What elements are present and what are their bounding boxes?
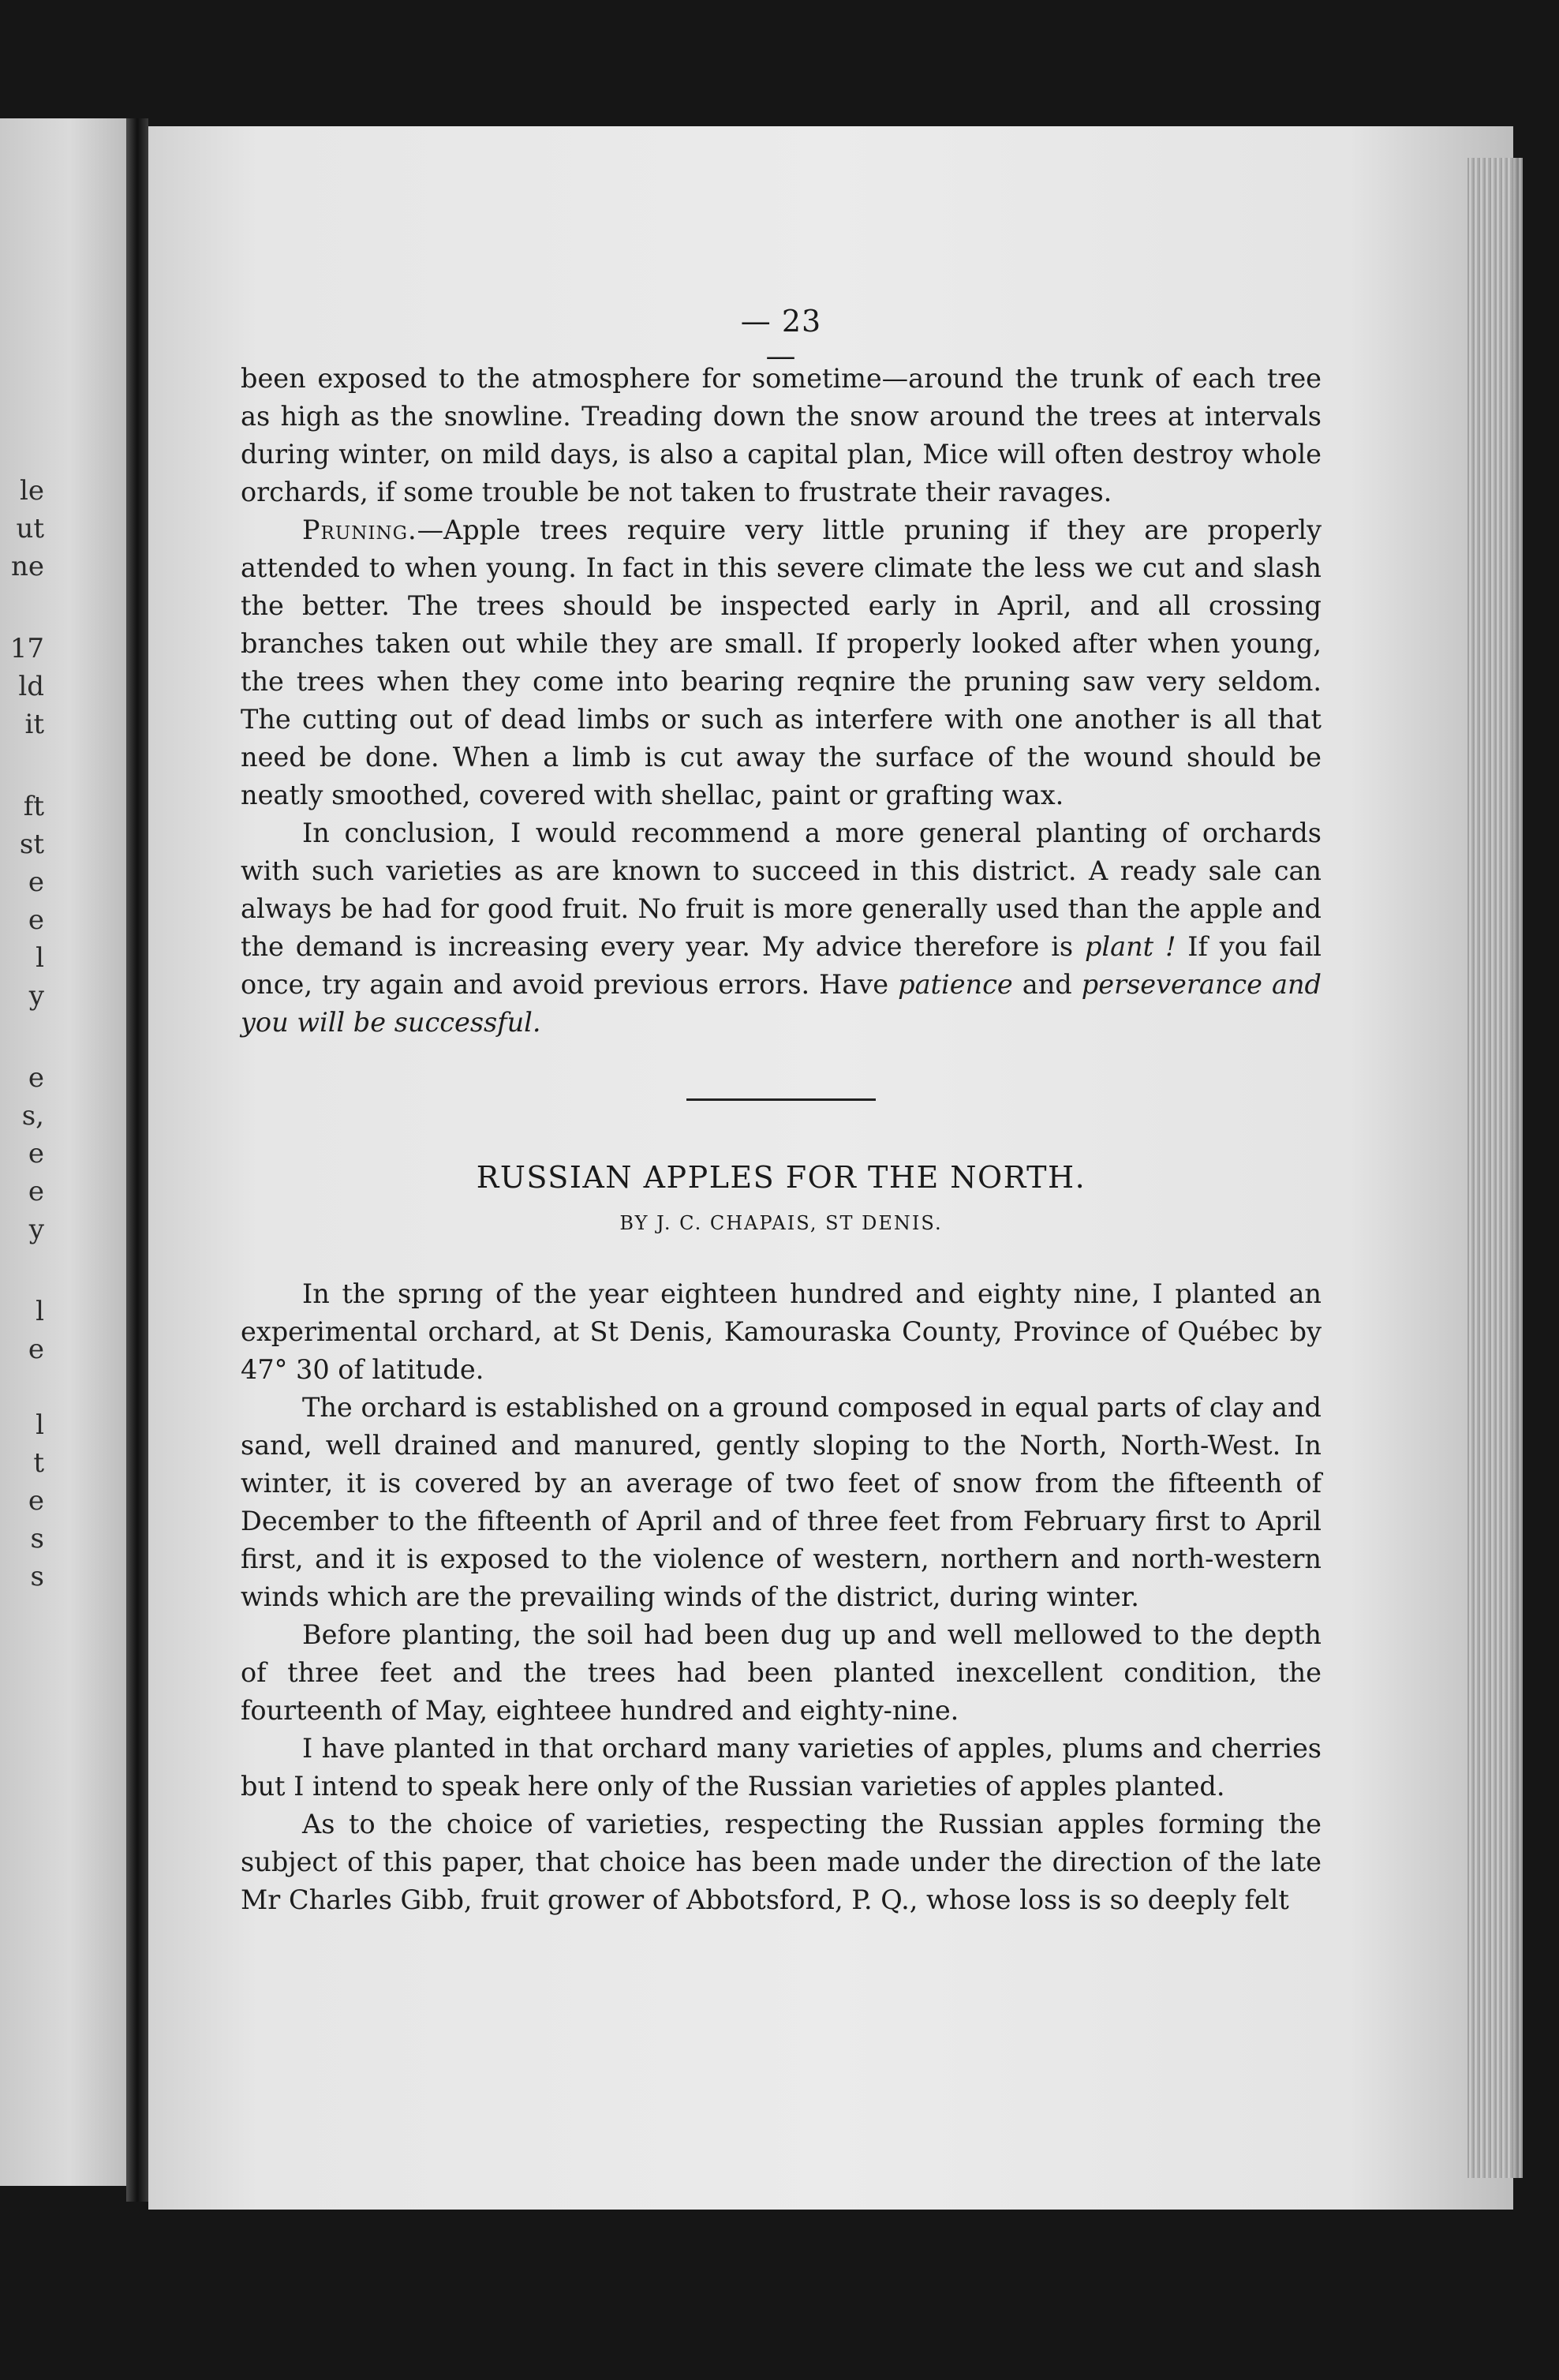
left-page-fragment: e <box>28 1176 44 1207</box>
emphasis-patience: patience <box>898 969 1013 1000</box>
left-page-fragment: y <box>28 1214 44 1245</box>
section-divider <box>686 1098 876 1101</box>
left-page-fragment: s <box>30 1561 44 1592</box>
article-paragraph-1: In the sprıng of the year eighteen hundred and eighty nine, I planted an experimental orchard, at St Denis, Kamouraska County, Province of Québec by 47° 30 of latitude. <box>241 1278 1322 1385</box>
left-page-fragment: e <box>28 904 44 936</box>
book-gutter <box>126 118 148 2202</box>
article-paragraph-4: I have planted in that orchard many varieties of apples, plums and cherries but I intend to speak here only of the Russian varieties of apples planted. <box>241 1733 1322 1802</box>
left-page-fragment: ut <box>16 513 44 544</box>
left-page-fragment: ft <box>23 791 44 822</box>
left-page-fragment: 17 <box>9 633 44 664</box>
section-pruning-text <box>241 360 1322 1042</box>
page-stack-edge <box>1467 158 1523 2178</box>
page-number: — 23 — <box>740 304 822 373</box>
left-page-fragment: le <box>20 475 44 507</box>
left-page-edge <box>0 118 126 2186</box>
left-page-fragment: s, <box>21 1100 44 1132</box>
emphasis-perseverance: perseverance and you will be successful. <box>241 969 1322 1038</box>
article-body <box>241 1275 1322 1919</box>
conclusion-text-a: In conclusion, I would recommend a more general planting of orchards with such varieties as are known to succeed in this district. A ready sale can always be had for good fruit. No fruit is more generally used than the apple and the demand is increasing every year. My advice therefore is <box>241 818 1322 962</box>
emphasis-plant: plant ! <box>1084 931 1176 962</box>
pruning-heading: Pruning. <box>302 515 417 545</box>
left-page-fragment: it <box>24 709 44 740</box>
pruning-text: —Apple trees require very little pruning if they are properly attended to when young. In fact in this severe climate the less we cut and slash the better. The trees should be inspected early in April, and all crossing branches taken out while they are small. If properly looked after when young, the trees when they come into bearing reqnire the pruning saw very seldom. The cutting out of dead limbs or such as interfere with one another is all that need be done. When a limb is cut away the surface of the wound should be neatly smoothed, covered with shellac, paint or grafting wax. <box>241 515 1322 810</box>
left-page-fragment: e <box>28 1334 44 1365</box>
conclusion-text-b: If you fail once, try again and avoid previous errors. Have <box>241 931 1322 1000</box>
left-page-fragment: l <box>36 942 44 974</box>
article-title: RUSSIAN APPLES FOR THE NORTH. <box>476 1160 1086 1195</box>
paragraph-conclusion <box>241 814 1322 1042</box>
article-paragraph-5: As to the choice of varieties, respecting the Russian apples forming the subject of this paper, that choice has been made under the direction of the late Mr Charles Gibb, fruit grower of Abbotsford, P. Q., whose loss is so deeply felt <box>241 1809 1322 1915</box>
left-page-fragment: l <box>36 1409 44 1441</box>
left-page-text-fragments <box>0 477 47 2056</box>
left-page-fragment: s <box>30 1523 44 1555</box>
left-page-fragment: t <box>33 1447 44 1479</box>
conclusion-text-c: and <box>1012 969 1082 1000</box>
left-page-fragment: e <box>28 1485 44 1517</box>
article-paragraph-3: Before planting, the soil had been dug up and well mellowed to the depth of three feet and the trees had been planted inexcellent condition, the fourteenth of May, eighteee hundred and eighty-nine. <box>241 1619 1322 1726</box>
left-page-fragment: e <box>28 866 44 898</box>
left-page-fragment: l <box>36 1296 44 1327</box>
article-byline: BY J. C. CHAPAIS, ST DENIS. <box>619 1212 943 1234</box>
paragraph-mice: been exposed to the atmosphere for sometime—around the trunk of each tree as high as the snowline. Treading down the snow around the trees at intervals during winter, on mild days, is also a capital plan, Mice will often destroy whole orchards, if some trouble be not taken to frustrate their ravages. <box>241 363 1322 507</box>
article-paragraph-2: The orchard is established on a ground composed in equal parts of clay and sand, well drained and manured, gently sloping to the North, North-West. In winter, it is covered by an average of two feet of snow from the fifteenth of December to the fifteenth of April and of three feet from February first to April first, and it is exposed to the violence of western, northern and north-western winds which are the prevailing winds of the district, during winter. <box>241 1392 1322 1612</box>
left-page-fragment: ne <box>10 551 44 582</box>
paragraph-pruning <box>241 511 1322 814</box>
left-page-fragment: st <box>19 829 44 860</box>
left-page-fragment: e <box>28 1138 44 1169</box>
left-page-fragment: e <box>28 1062 44 1094</box>
left-page-fragment: ld <box>18 671 44 702</box>
left-page-fragment: y <box>28 980 44 1012</box>
